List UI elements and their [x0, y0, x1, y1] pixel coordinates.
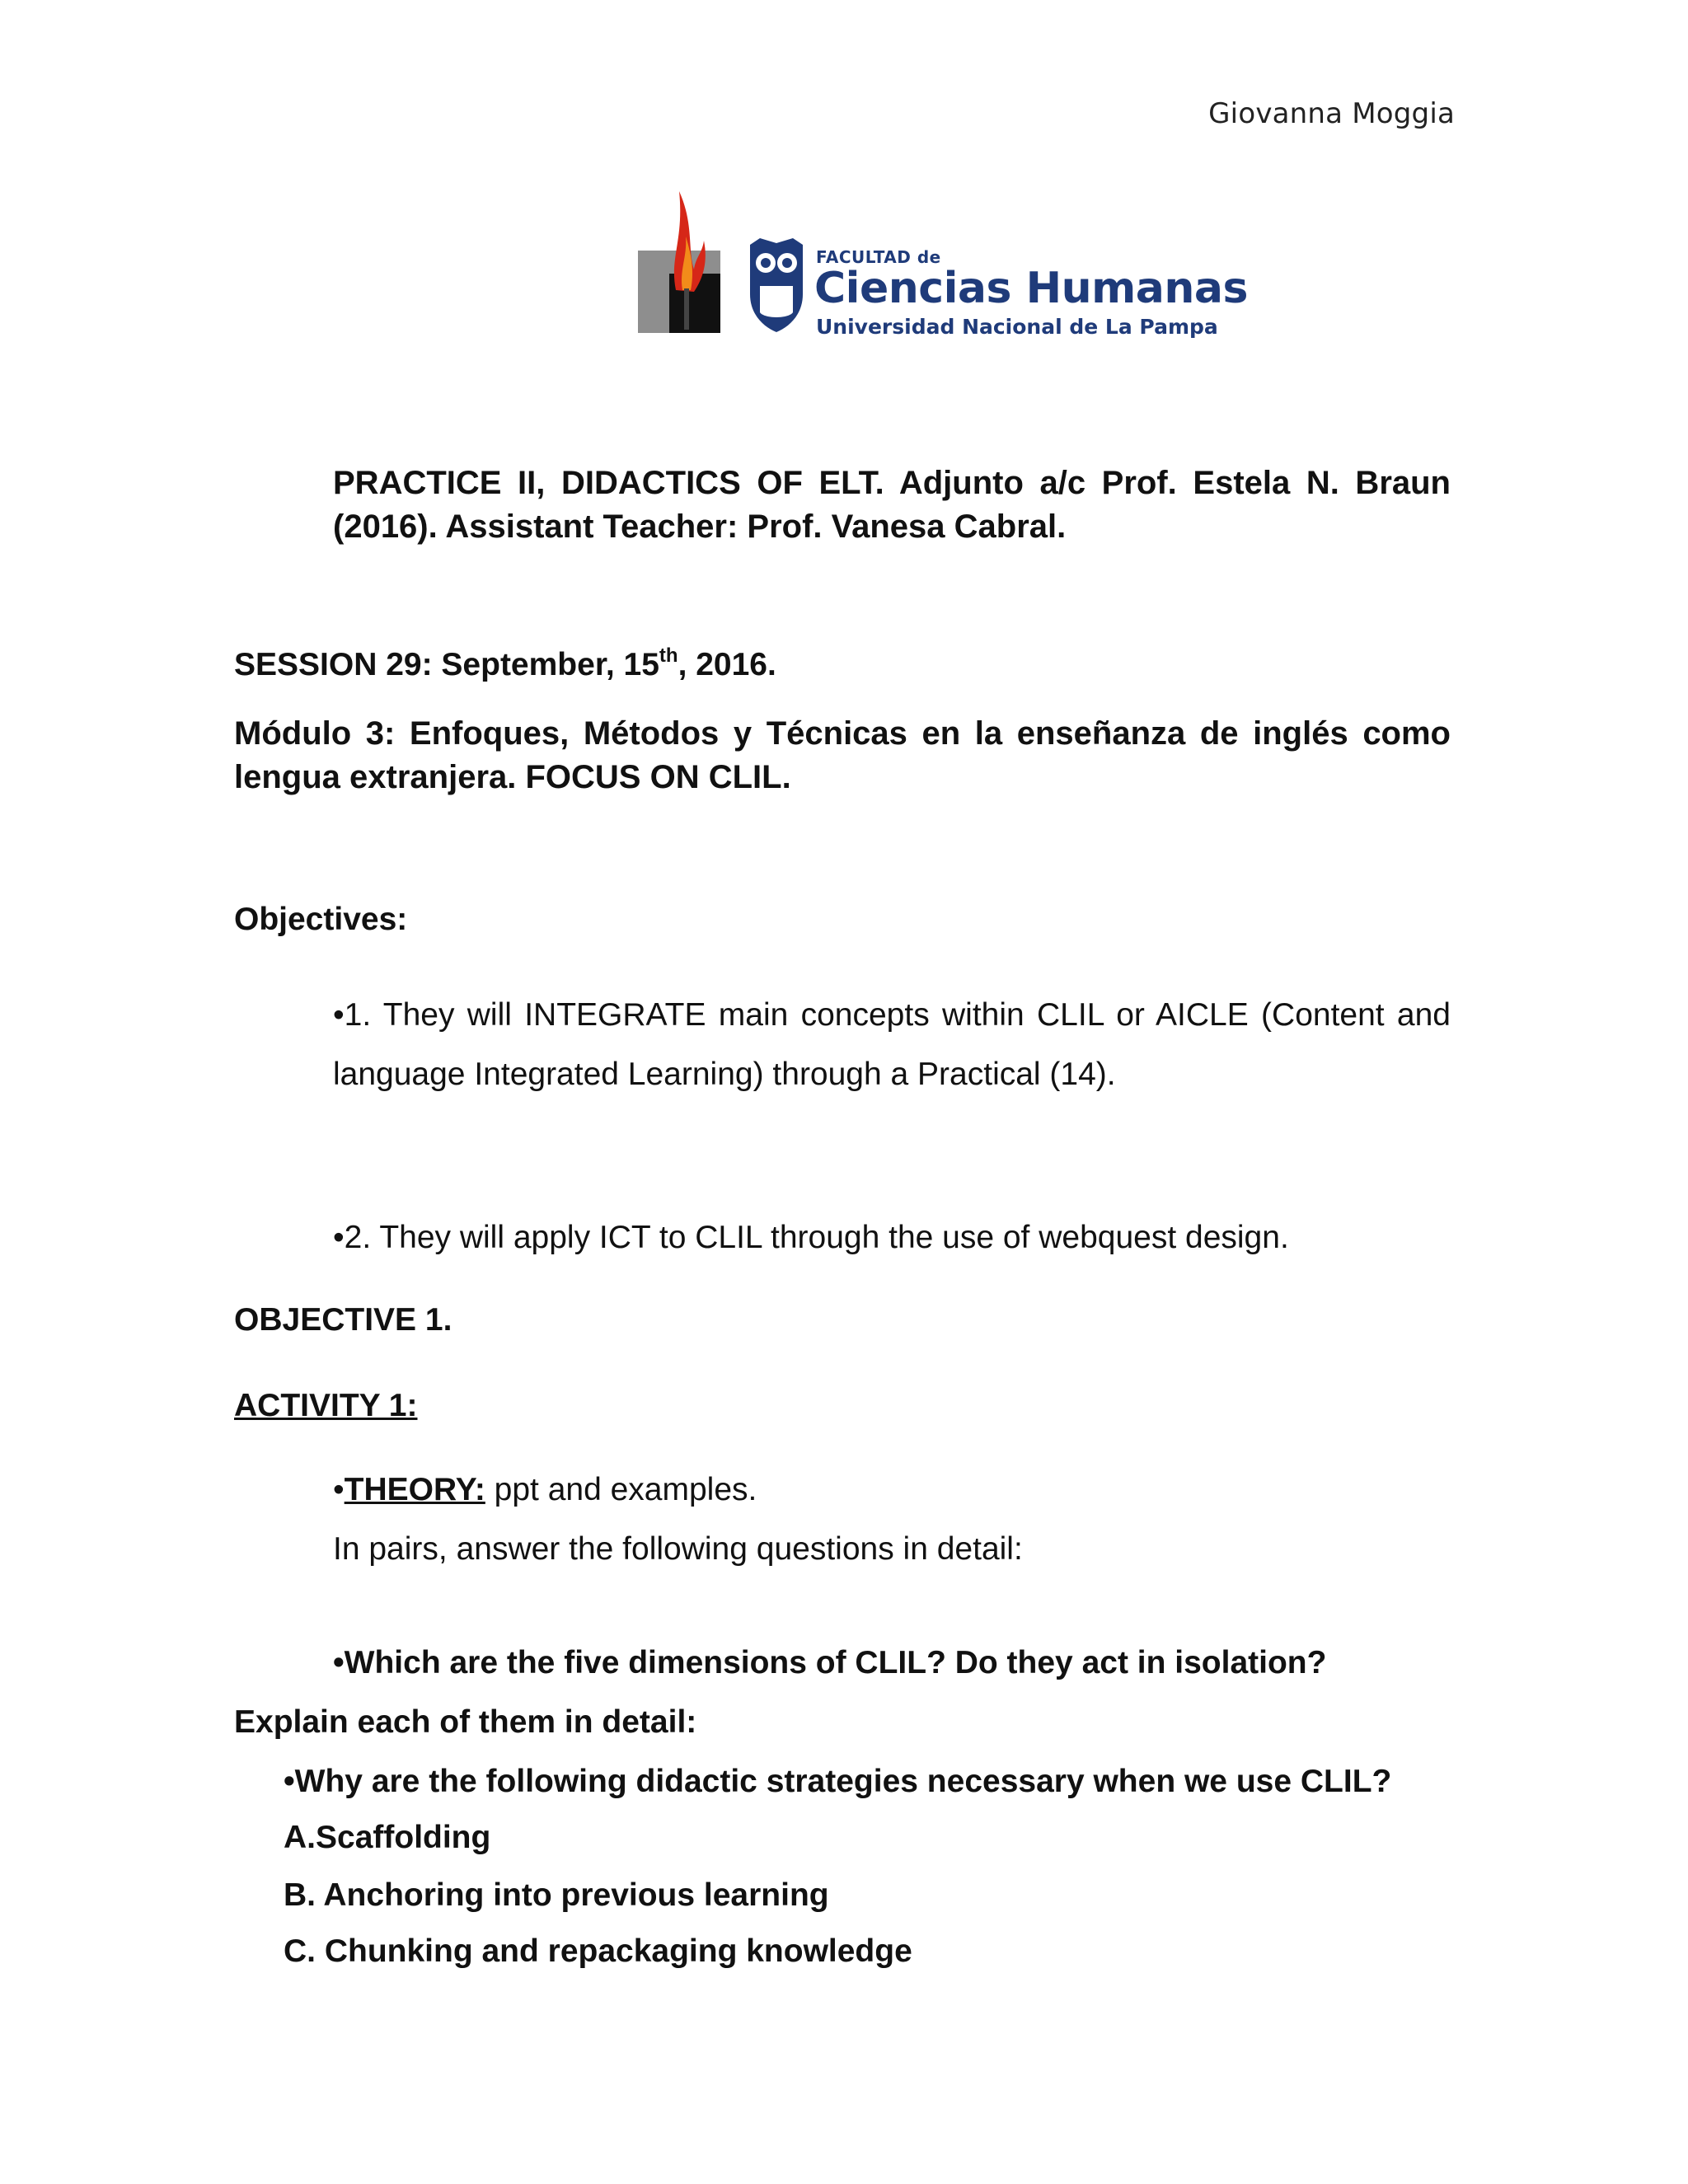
question-1	[333, 1645, 1326, 1681]
course-title	[333, 462, 1451, 549]
question-1-text: Which are the five dimensions of CLIL? Do they act in isolation?	[344, 1645, 1327, 1680]
question-2-text: Why are the following didactic strategies necessary when we use CLIL?	[294, 1764, 1392, 1799]
module-line-1: Módulo 3: Enfoques, Métodos y Técnicas en la enseñanza de inglés como	[234, 715, 1451, 752]
objective-1-line-1	[333, 986, 1451, 1045]
course-line-1: PRACTICE II, DIDACTICS OF ELT. Adjunto a/c Prof. Estela N. Braun	[333, 465, 1451, 501]
session-sup: th	[659, 644, 678, 667]
objective-item-2	[333, 1220, 1289, 1256]
module-line-2: lengua extranjera. FOCUS ON CLIL.	[234, 759, 791, 795]
bullet-icon: •	[284, 1764, 295, 1799]
bullet-icon: •	[333, 1220, 345, 1255]
bullet-icon: •	[333, 1645, 345, 1680]
theory-label: THEORY:	[344, 1472, 485, 1507]
logo-faculty-label: FACULTAD de	[816, 247, 941, 267]
theory-item	[333, 1472, 757, 1508]
pairs-instruction: In pairs, answer the following questions in detail:	[333, 1531, 1023, 1567]
session-heading	[234, 644, 776, 683]
course-line-2: (2016). Assistant Teacher: Prof. Vanesa Cabral.	[333, 509, 1067, 545]
logo-subtitle: Universidad Nacional de La Pampa	[816, 315, 1218, 339]
strategy-item: B. Anchoring into previous learning	[284, 1877, 829, 1913]
objective-2-text: 2. They will apply ICT to CLIL through the use of webquest design.	[344, 1220, 1289, 1255]
objectives-heading: Objectives:	[234, 902, 408, 937]
question-2	[284, 1764, 1391, 1800]
activity-heading: ACTIVITY 1:	[234, 1388, 418, 1423]
session-suffix: , 2016.	[678, 647, 776, 682]
bullet-icon: •	[333, 1472, 345, 1507]
strategy-item: A.Scaffolding	[284, 1820, 491, 1855]
torch-emblem-icon	[636, 191, 727, 340]
owl-icon	[743, 237, 809, 335]
strategy-item: C. Chunking and repackaging knowledge	[284, 1933, 912, 1969]
objective-1-text: 1. They will INTEGRATE main concepts within CLIL or AICLE (Content and	[344, 997, 1451, 1033]
question-1-continued: Explain each of them in detail:	[234, 1704, 697, 1740]
bullet-icon: •	[333, 997, 345, 1033]
module-title	[234, 712, 1451, 799]
author-name: Giovanna Moggia	[1208, 97, 1455, 130]
objective-1-heading: OBJECTIVE 1.	[234, 1302, 452, 1338]
objective-1-line-2: language Integrated Learning) through a Practical (14).	[333, 1057, 1116, 1092]
objective-item-1	[333, 986, 1451, 1104]
session-prefix: SESSION 29: September, 15	[234, 647, 659, 682]
faculty-logo	[636, 191, 1248, 340]
theory-text: ppt and examples.	[485, 1472, 757, 1507]
logo-title: Ciencias Humanas	[814, 264, 1248, 313]
